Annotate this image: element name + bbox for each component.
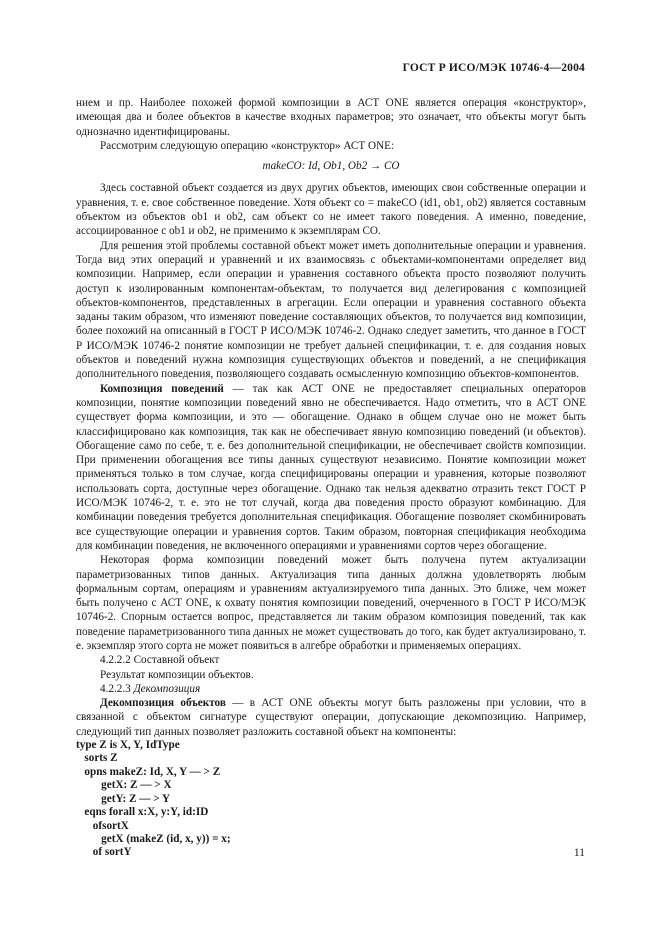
code-line: getX (makeZ (id, x, y)) = x; — [76, 832, 231, 845]
section-title: Декомпозиция — [133, 682, 201, 695]
code-line: type Z is X, Y, IdType — [76, 739, 180, 752]
section-heading — [76, 682, 586, 696]
paragraph: Для решения этой проблемы составной объект может иметь дополнительные операции и уравнения. Тогда вид этих операций и уравнений и их взаимосвязь с объектами-компонентами определяет вид композиции. Например, если операции и уравнения составного объекта просто позволяют получить доступ к изолированным компонентам-объектам, то получается вид делегирования с композицией объектов-компонентов, представленных в агрегации. Если операции и уравнения составного объекта заданы таким образом, что изменяют поведение составляющих объектов, то получается вид композиции, более похожий на описанный в ГОСТ Р ИСО/МЭК 10746-2. Однако следует заметить, что данное в ГОСТ Р ИСО/МЭК 10746-2 понятие композиции не требует дальней спецификации, т. е. для создания новых объектов и поведений нужна композиция существующих объектов и поведений, а не спецификация дополнительного поведения, позволяющего создавать осмысленную композицию объектов-компонентов. — [76, 239, 586, 381]
paragraph: Здесь составной объект создается из двух других объектов, имеющих свои собственные операции и уравнения, т. е. свое собственное поведение. Хотя объект co = makeCO (id1, ob1, ob2) является составным объектом из объектов ob1 и ob2, сам объект co не имеет такого поведения. А именно, поведение, ассоциированное с ob1 и ob2, не применимо к экземплярам CO. — [76, 182, 586, 238]
code-line: ofsortX — [76, 819, 129, 832]
paragraph — [76, 382, 586, 554]
paragraph-text: — в АСТ ONE объекты могут быть разложены при условии, что в связанной с объектом сигнатуре существуют операции, допускающие декомпозицию. Например, следующий тип данных позволяет разложить составной объект на компоненты: — [76, 697, 586, 738]
paragraph: Некоторая форма композиции поведений может быть получена путем актуализации параметризованных типов данных. Актуализация типа данных должна удовлетворять любым формальным сортам, операциям и уравнениям актуализируемого типа данных. Это ближе, чем может быть получено с АСТ ONE, к охвату понятия композиции поведений, очерченного в ГОСТ Р ИСО/МЭК 10746-2. Спорным остается вопрос, представляется ли таким образом композиция поведений, так как поведение параметризованного типа данных не может существовать до того, как будет актуализировано, т. е. экземпляр этого сорта не может появиться в алгебре обработки и применяемых операциях. — [76, 554, 586, 652]
code-line: eqns forall x:X, y:Y, id:ID — [76, 806, 209, 819]
code-line: of sortY — [76, 846, 132, 859]
formula: makeCO: Id, Ob1, Ob2 → CO — [262, 160, 400, 173]
term-object-decomposition: Декомпозиция объектов — [100, 697, 226, 710]
code-line: getY: Z — > Y — [76, 792, 171, 805]
code-line: getX: Z — > X — [76, 779, 172, 792]
page-header: ГОСТ Р ИСО/МЭК 10746-4—2004 — [402, 62, 585, 74]
paragraph-text: — так как АСТ ONE не предоставляет специальных операторов композиции, понятие композиции поведений явно не обеспечивается. Надо отметить, что в АСТ ONE существует форма композиции, и это — обогащение. Однако в общем случае оно не может быть классифицировано как композиция, так как не обеспечивает явную композицию поведений (и объектов). Обогащение само по себе, т. е. без дополнительной спецификации, не обеспечивает свойств композиции. При применении обогащения все типы данных существуют независимо. Понятие композиции может применяться только в том случае, когда специфицированы операции и уравнения, которые позволяют использовать сорта, доступные через обогащение. Однако так нельзя адекватно отразить текст ГОСТ Р ИСО/МЭК 10746-2, т. е. это не тот случай, когда два поведения просто образуют комбинацию. Для комбинации поведения требуется дополнительная спецификация. Обогащение позволяет скомбинировать все существующие операции и уравнения сортов. Таким образом, повторная спецификация необходима для комбинации поведения, не включенного операциями и уравнениями сортов через обогащение. — [76, 382, 586, 552]
code-line: opns makeZ: Id, X, Y — > Z — [76, 765, 221, 778]
page-number: 11 — [573, 847, 585, 859]
paragraph: нием и пр. Наиболее похожей формой композиции в АСТ ONE является операция «конструктор», имеющая два и более объектов в качестве входных параметров; это означает, что объекты могут быть однозначно идентифицированы. — [76, 97, 586, 138]
paragraph: Результат композиции объектов. — [100, 668, 254, 681]
section-number: 4.2.2.3 — [100, 682, 134, 695]
paragraph — [76, 696, 586, 739]
code-listing — [76, 739, 586, 860]
paragraph: Рассмотрим следующую операцию «конструктор» АСТ ONE: — [100, 139, 395, 152]
code-line: sorts Z — [76, 752, 118, 765]
term-behavior-composition: Композиция поведений — [100, 382, 224, 395]
section-heading: 4.2.2.2 Составной объект — [100, 654, 220, 667]
document-body — [76, 96, 586, 860]
